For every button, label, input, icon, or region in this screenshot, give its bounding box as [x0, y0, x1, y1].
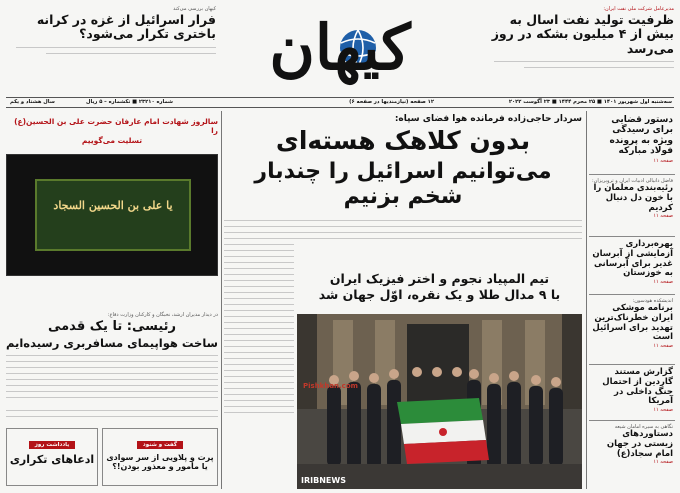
editorial-box — [6, 428, 98, 486]
photo-credit: IRIBNEWS — [301, 476, 346, 485]
logo-text: کیهان — [269, 11, 411, 84]
main-headline-1: بدون کلاهک هسته‌ای — [275, 126, 531, 156]
page-ref: صفحه ۱۱ — [653, 459, 673, 466]
right-story-4 — [589, 295, 675, 365]
dialogue-tag: گفت و شنود — [137, 441, 183, 449]
dialogue-box — [102, 428, 218, 486]
right-story-5 — [589, 365, 675, 421]
kicker: اندیشکده هودسون: — [632, 298, 673, 304]
condolence-title-1: سالروز شهادت امام عارفان حضرت علی بن الحسین(ع) را — [14, 117, 218, 135]
top-left-story — [6, 6, 216, 60]
headline: دستور قضایی برای رسیدگی ویژه به پرونده فولاد مبارکه — [609, 115, 673, 157]
headline-2: ساخت هواپیمای مسافربری رسیده‌ایم — [6, 335, 218, 350]
olympiad-headline-2: با ۹ مدال طلا و یک نقره، اوّل جهان شد — [318, 287, 561, 303]
headline: گزارش مستند گاردین از احتمال جنگ داخلی در آمریکا — [602, 367, 673, 407]
top-right-story — [478, 6, 674, 60]
headline: دستاوردهای زیستی در جهان امام سجاد(ع) — [606, 429, 673, 459]
right-column — [589, 111, 675, 491]
right-story-1 — [589, 111, 675, 175]
kicker: نگاهی به سیره امامان شیعه — [614, 424, 673, 430]
watermark: Pishkhan.com — [303, 382, 358, 390]
team-photo-image — [297, 314, 582, 489]
page-ref: صفحه ۱۱ — [653, 213, 673, 220]
dialogue-title: پرت و پلاویی از سر سوادی یا مأمور و معذور بودن!؟ — [106, 453, 214, 472]
condolence-box — [6, 118, 218, 308]
main-headline-2: می‌توانیم اسرائیل را چندبار شخم بزنیم — [254, 159, 552, 210]
date-bar — [6, 97, 674, 108]
page-ref: صفحه ۱۱ — [653, 407, 673, 414]
raisi-story — [6, 312, 218, 408]
kicker: در دیدار مدیران ارشد، نخبگان و کارکنان وزارت دفاع: — [107, 312, 218, 318]
kicker: کیهان بررسی می‌کند — [173, 6, 216, 12]
left-text-block — [6, 405, 218, 425]
kicker: فاضل دانیالی ادبیات ایران و ترویریزان: — [592, 178, 673, 184]
headline-1: رئیسی: تا یک قدمی — [47, 319, 176, 334]
headline: رئیه‌بندی معلمان را با خون دل دنبال کردیم — [593, 183, 673, 213]
issue-number: شماره ۲۳۲۱۰ ■ تکشماره – ۵ ریال — [86, 99, 174, 105]
team-photo — [297, 314, 582, 489]
headline: بهره‌برداری آزمایشی از آبرسان غدیر برای آبرسانی به خوزستان — [592, 239, 673, 279]
banner-text: یا علی بن الحسین السجاد — [53, 198, 173, 212]
page-ref: صفحه ۱۱ — [653, 343, 673, 350]
condolence-banner — [6, 154, 218, 276]
olympiad-headline-1: تیم المپیاد نجوم و اختر فیزیک ایران — [329, 271, 550, 286]
headline: فرار اسرائیل از غزه در کرانه باختری تکرار می‌شود؟ — [36, 12, 216, 42]
year-line: سال هشتاد و یکم — [10, 99, 55, 105]
page-ref: صفحه ۱۱ — [653, 279, 673, 286]
kicker: مدیرعامل شرکت ملی نفت ایران: — [603, 6, 674, 12]
headline: برنامه موشکی ایران خطرناک‌ترین تهدید برای اسرائیل است — [592, 303, 673, 343]
condolence-title-2: تسلیت می‌گوییم — [81, 136, 143, 146]
right-story-2 — [589, 175, 675, 237]
pages-line: ۱۲ صفحه (نیازمندیها در صفحه ۶) — [349, 99, 434, 105]
olympiad-story — [297, 272, 582, 312]
body-text-columns — [224, 230, 294, 470]
editorial-title: ادعاهای تکراری — [9, 453, 95, 466]
right-story-3 — [589, 237, 675, 295]
editorial-tag: یادداشت روز — [29, 441, 76, 449]
headline: ظرفیت تولید نفت اسال به بیش از ۴ میلیون بشکه در روز می‌رسد — [491, 12, 674, 56]
main-story — [224, 111, 582, 231]
page-ref: صفحه ۱۱ — [653, 158, 673, 165]
date-line: سه‌شنبه اول شهریور ۱۴۰۱ ■ ۲۵ محرم ۱۴۴۴ ■ ۲۳ آگوست ۲۰۲۲ — [508, 99, 672, 105]
right-story-6 — [589, 421, 675, 481]
main-kicker: سردار حاجی‌زاده فرمانده هوا فضای سپاه: — [394, 114, 582, 124]
logo-block — [240, 2, 440, 94]
